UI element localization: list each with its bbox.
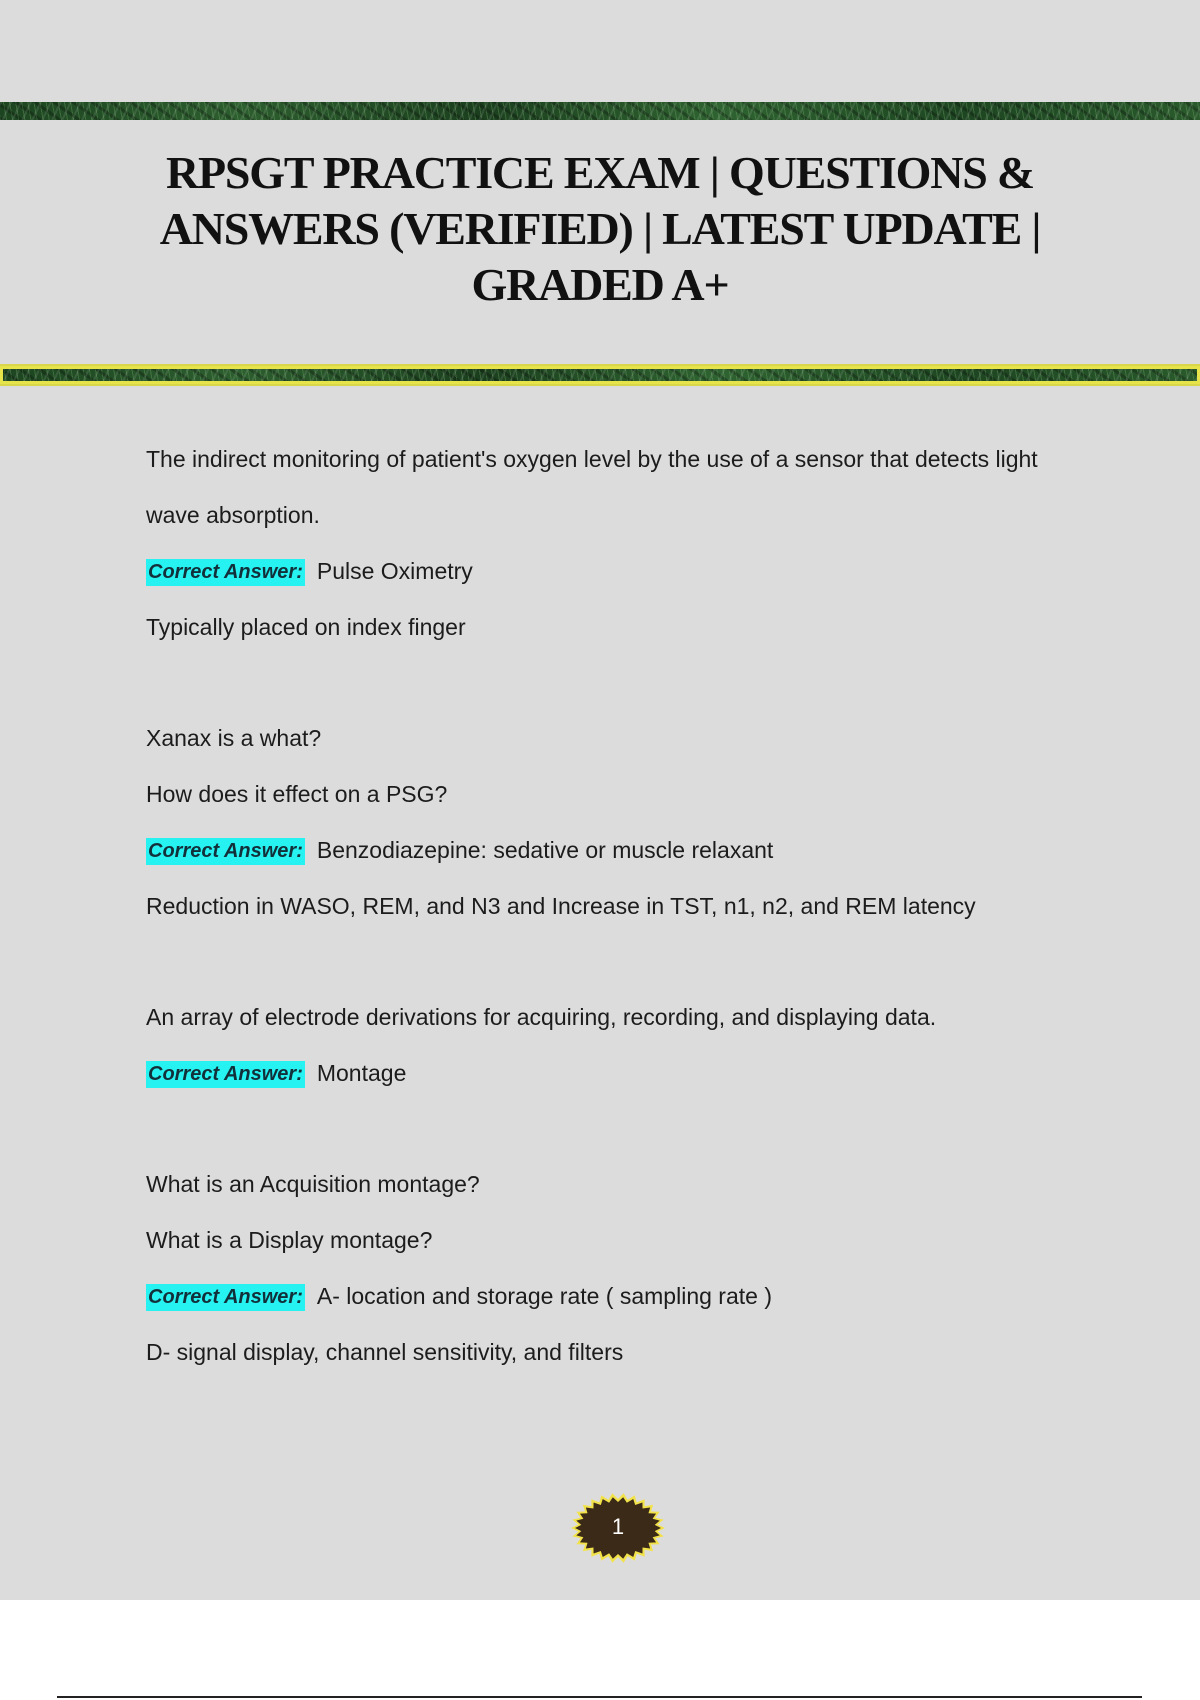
answer-text: Benzodiazepine: sedative or muscle relaxant <box>316 837 774 863</box>
answer-text: A- location and storage rate ( sampling rate ) <box>316 1283 772 1309</box>
page-number-badge <box>570 1492 666 1564</box>
footer-divider <box>57 1696 1142 1698</box>
document-title: RPSGT PRACTICE EXAM | QUESTIONS & ANSWERS (VERIFIED) | LATEST UPDATE | GRADED A+ <box>159 147 1041 310</box>
title-band-top <box>0 102 1200 120</box>
qa-spacer <box>146 655 1106 710</box>
question-line: What is a Display montage? <box>146 1227 433 1253</box>
question-line: The indirect monitoring of patient's oxygen level by the use of a sensor that detects light <box>146 446 1038 472</box>
qa-item <box>146 989 1106 1101</box>
answer-line <box>146 822 1106 878</box>
answer-text: Montage <box>316 1060 407 1086</box>
answer-line <box>146 1045 1106 1101</box>
answer-extra-line: Reduction in WASO, REM, and N3 and Increase in TST, n1, n2, and REM latency <box>146 893 976 919</box>
correct-answer-label: Correct Answer: <box>146 559 305 586</box>
qa-content <box>146 431 1106 1380</box>
qa-item <box>146 710 1106 934</box>
question-line: Xanax is a what? <box>146 725 322 751</box>
correct-answer-label: Correct Answer: <box>146 838 305 865</box>
title-band-bottom <box>0 364 1200 386</box>
answer-line <box>146 543 1106 599</box>
correct-answer-label: Correct Answer: <box>146 1284 305 1311</box>
qa-item <box>146 1156 1106 1380</box>
question-line: What is an Acquisition montage? <box>146 1171 480 1197</box>
qa-spacer <box>146 1101 1106 1156</box>
qa-item <box>146 431 1106 655</box>
question-line: wave absorption. <box>146 502 320 528</box>
answer-line <box>146 1268 1106 1324</box>
question-line: An array of electrode derivations for acquiring, recording, and displaying data. <box>146 1004 937 1030</box>
qa-spacer <box>146 934 1106 989</box>
answer-extra-line: Typically placed on index finger <box>146 614 466 640</box>
page-number: 1 <box>611 1514 625 1539</box>
correct-answer-label: Correct Answer: <box>146 1061 305 1088</box>
question-line: How does it effect on a PSG? <box>146 781 448 807</box>
answer-extra-line: D- signal display, channel sensitivity, and filters <box>146 1339 624 1365</box>
answer-text: Pulse Oximetry <box>316 558 473 584</box>
